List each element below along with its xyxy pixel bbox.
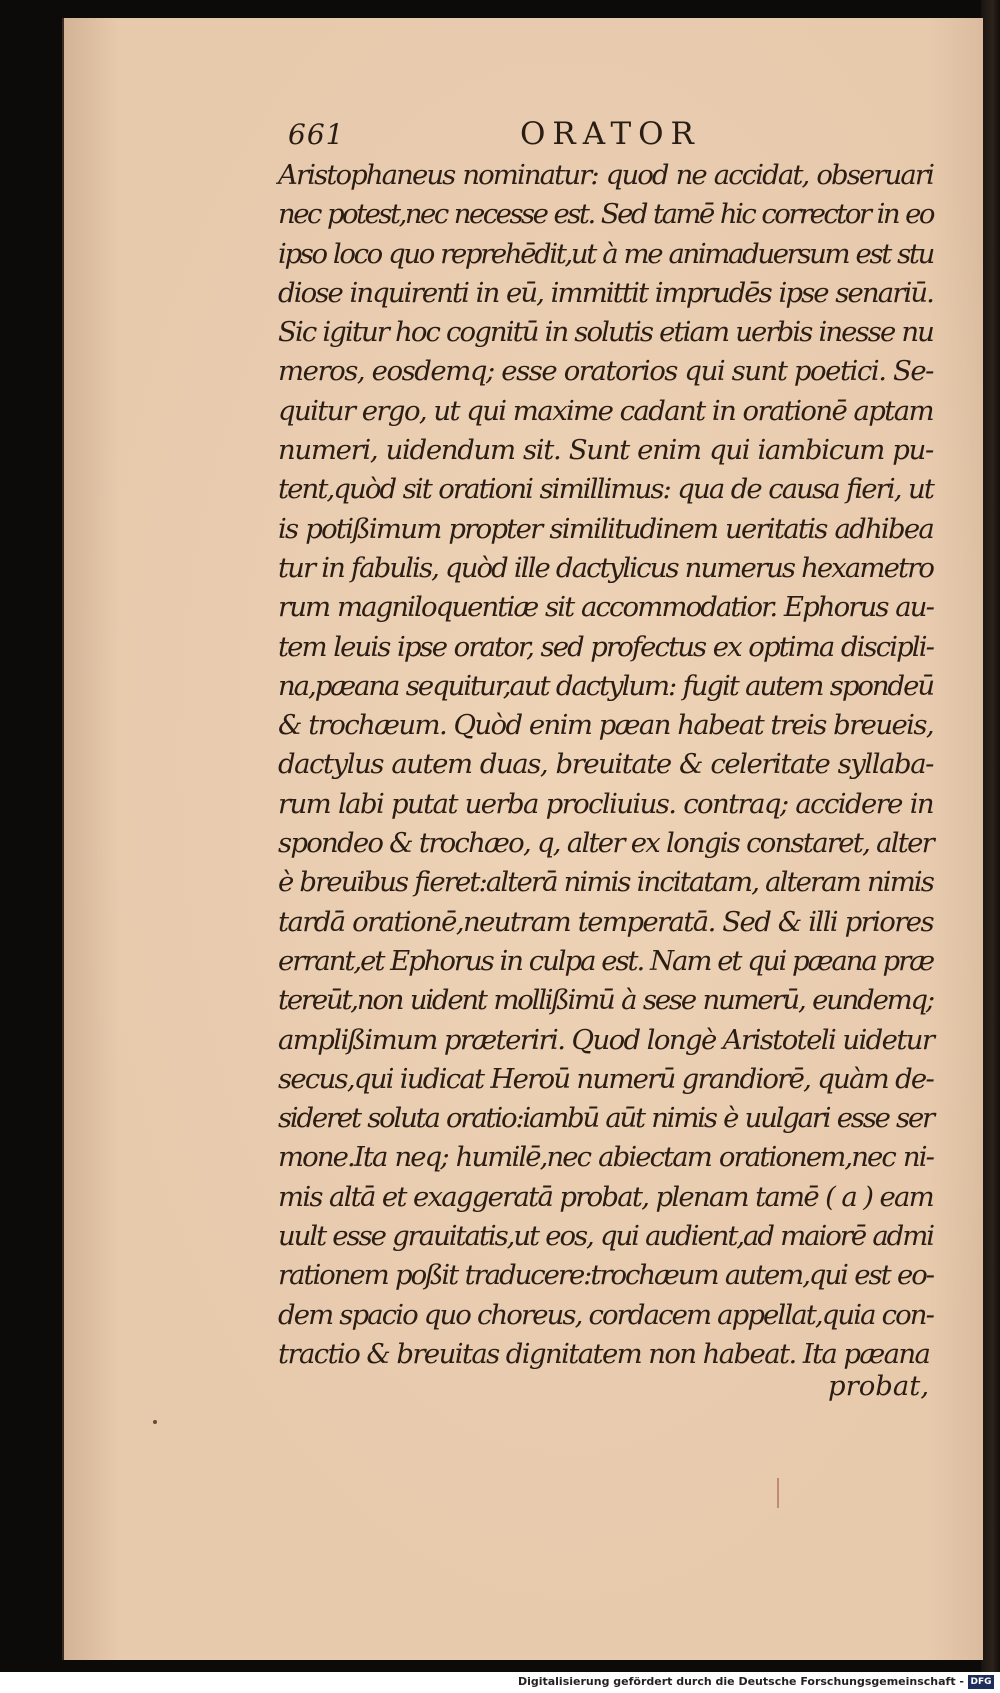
text-line: rum labi putat uerba procliuius. contraq; accidere in	[278, 787, 933, 820]
footer-bar	[0, 1672, 1000, 1693]
text-line: & trochæum. Quòd enim pæan habeat treis breueis,	[278, 709, 933, 742]
text-line: rationem poßit traducere:trochæum autem,qui est eo-	[278, 1259, 933, 1292]
text-line: è breuibus fieret:alterā nimis incitatam, alteram nimis	[278, 866, 933, 899]
text-line: quitur ergo, ut qui maxime cadant in orationē aptam	[278, 394, 933, 427]
text-line: Aristophaneus nominatur: quod ne accidat, obseruari	[278, 159, 933, 191]
text-line: spondeo & trochæo, q, alter ex longis constaret, alter	[278, 827, 933, 860]
text-line: secus,qui iudicat Heroū numerū grandiorē, quàm de-	[278, 1062, 933, 1095]
text-line: mis altā et exaggeratā probat, plenam tamē ( a ) eam	[278, 1180, 933, 1213]
text-line: rum magniloquentiæ sit accommodatior. Ephorus au-	[278, 591, 933, 624]
text-line: uult esse grauitatis,ut eos, qui audient,ad maiorē admi	[278, 1220, 933, 1253]
page-header	[280, 116, 930, 152]
dfg-logo: DFG	[968, 1675, 994, 1689]
text-line: numeri, uidendum sit. Sunt enim qui iambicum pu-	[278, 434, 933, 467]
text-line: is potißimum propter similitudinem ueritatis adhibea	[278, 512, 933, 545]
text-line: dem spacio quo choreus, cordacem appellat,quia con-	[278, 1298, 933, 1331]
text-line: sideret soluta oratio:iambū aūt nimis è uulgari esse ser	[278, 1102, 933, 1135]
text-line: tem leuis ipse orator, sed profectus ex optima discipli-	[278, 630, 933, 663]
text-line: diose inquirenti in eū, immittit imprudēs ipse senariū.	[278, 276, 933, 309]
text-line: tractio & breuitas dignitatem non habeat. Ita pæana	[278, 1337, 930, 1370]
paper-speck	[153, 1420, 157, 1424]
text-line: tereūt,non uident mollißimū à sese numerū, eundemq;	[278, 984, 933, 1017]
funding-credit: Digitalisierung gefördert durch die Deutsche Forschungsgemeinschaft -	[517, 1675, 964, 1688]
book-edge	[981, 0, 1000, 1672]
page-number: 661	[288, 118, 345, 151]
text-line: tent,quòd sit orationi simillimus: qua de causa fieri, ut	[278, 473, 933, 506]
body-text	[278, 156, 933, 1374]
text-line: Sic igitur hoc cognitū in solutis etiam uerbis inesse nu	[278, 316, 933, 349]
text-line: nec potest,nec necesse est. Sed tamē hic corrector in eo	[278, 198, 933, 231]
running-head: ORATOR	[520, 116, 701, 152]
text-line: amplißimum præteriri. Quod longè Aristoteli uidetur	[278, 1023, 934, 1056]
text-line: dactylus autem duas, breuitate & celeritate syllaba-	[278, 748, 933, 781]
text-line: ipso loco quo reprehēdit,ut à me animaduersum est stu	[278, 237, 933, 270]
paper-mark	[777, 1478, 779, 1508]
text-line: na,pæana sequitur,aut dactylum: fugit autem spondeū	[278, 669, 933, 702]
text-line: meros, eosdemq; esse oratorios qui sunt poetici. Se-	[278, 355, 933, 388]
catchword: probat,	[828, 1370, 930, 1402]
text-line: mone.Ita neq; humilē,nec abiectam orationem,nec ni-	[278, 1141, 933, 1174]
text-line: errant,et Ephorus in culpa est. Nam et qui pæana præ	[278, 944, 933, 977]
text-line: tardā orationē,neutram temperatā. Sed & illi priores	[278, 905, 933, 938]
text-line: tur in fabulis, quòd ille dactylicus numerus hexametro	[278, 551, 933, 584]
